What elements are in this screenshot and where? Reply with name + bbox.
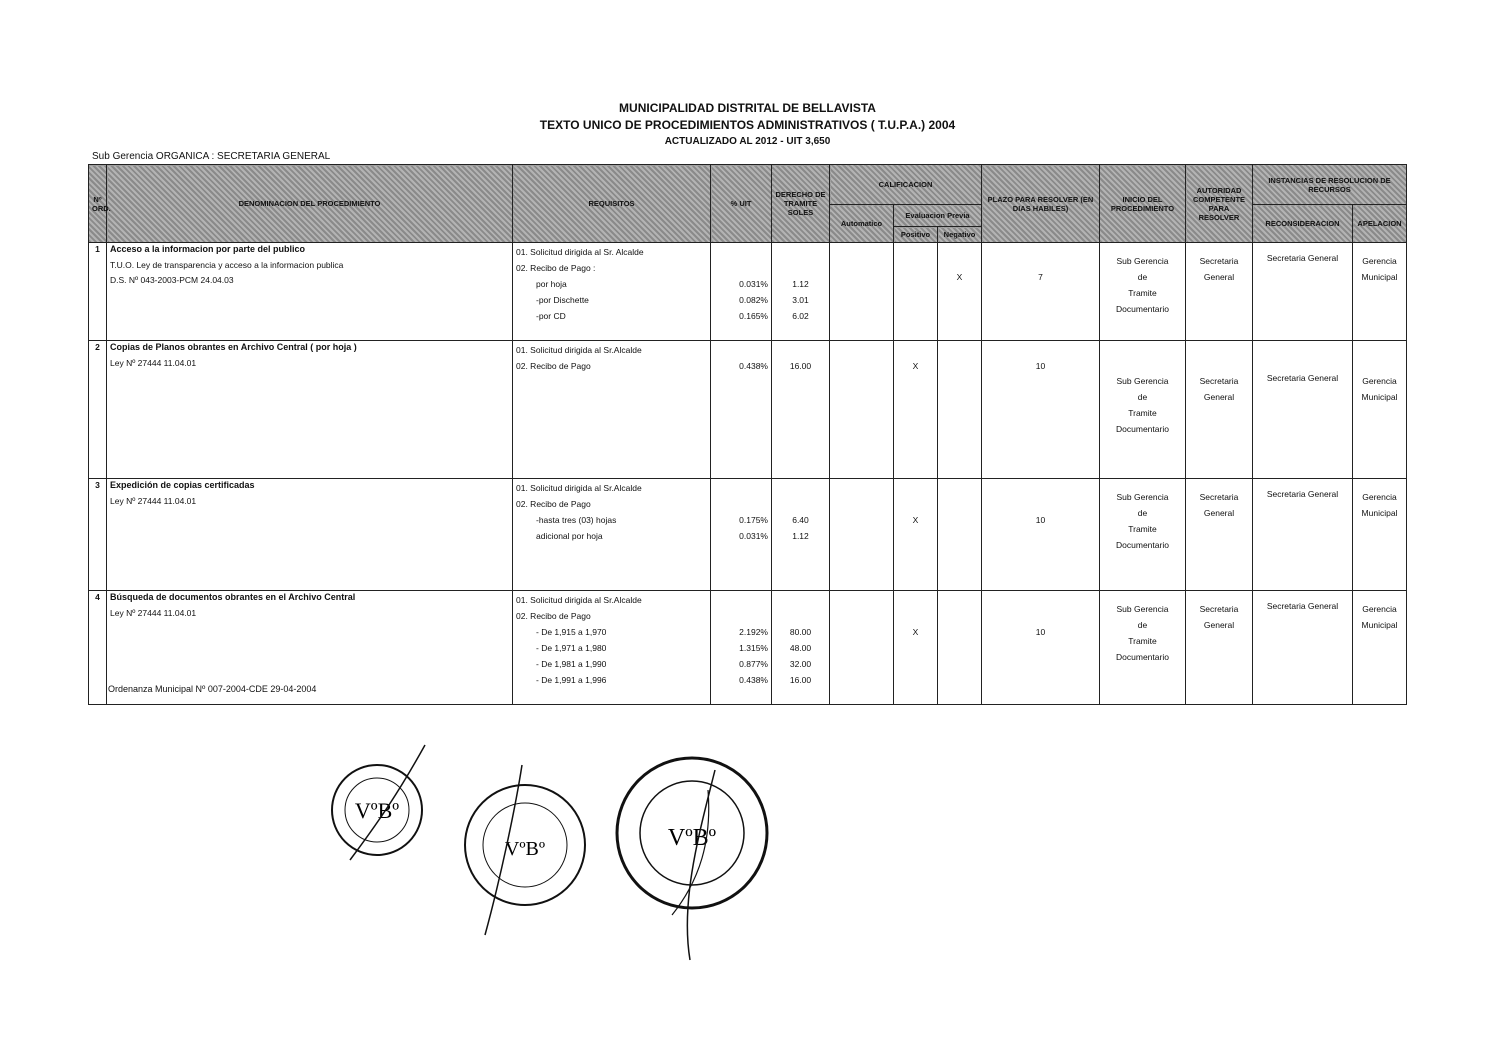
positivo-cell: X (894, 479, 938, 591)
soles-value: 6.02 (792, 311, 809, 321)
soles-value: 1.12 (792, 279, 809, 289)
autoridad-cell: Secretaria General (1186, 479, 1253, 591)
apelacion-cell: Gerencia Municipal (1353, 341, 1407, 479)
reconsideracion-cell: Secretaria General (1253, 479, 1353, 591)
reconsideracion-cell: Secretaria General (1253, 243, 1353, 341)
soles-value: 32.00 (789, 659, 812, 669)
header-calificacion: CALIFICACION (830, 165, 982, 205)
header-requisitos: REQUISITOS (513, 165, 711, 243)
header-derecho: DERECHO DE TRAMITE SOLES (772, 165, 830, 243)
subgerencia-label: Sub Gerencia ORGANICA : SECRETARIA GENERAL (92, 151, 331, 162)
stamp-asesoria-juridica (332, 745, 425, 860)
header-apelacion: APELACION (1353, 205, 1407, 243)
header-instancias: INSTANCIAS DE RESOLUCION DE RECURSOS (1253, 165, 1407, 205)
requirement: - De 1,915 a 1,970 (536, 627, 607, 637)
soles-value: 16.00 (789, 675, 812, 685)
requirement: - De 1,991 a 1,996 (536, 675, 607, 685)
pct-value: 0.082% (739, 295, 768, 305)
requirement: 01. Solicitud dirigida al Sr.Alcalde (516, 345, 642, 355)
pct-value: 0.165% (739, 311, 768, 321)
plazo-cell: 7 (982, 243, 1100, 341)
requirement: -por CD (536, 311, 566, 321)
stamp-planeamiento (465, 765, 585, 935)
requirement: 02. Recibo de Pago : (516, 263, 596, 273)
apelacion-cell: Gerencia Municipal (1353, 591, 1407, 705)
requirement: - De 1,981 a 1,990 (536, 659, 607, 669)
pct-value: 2.192% (739, 627, 768, 637)
ordenanza-note: Ordenanza Municipal Nº 007-2004-CDE 29-04-2004 (108, 684, 317, 694)
pct-value: 0.031% (739, 531, 768, 541)
row-number: 4 (89, 591, 107, 705)
header-inicio: INICIO DEL PROCEDIMIENTO (1100, 165, 1186, 243)
header-automatico: Automatico (830, 205, 894, 243)
soles-value: 6.40 (792, 515, 809, 525)
legal-basis: D.S. Nº 043-2003-PCM 24.04.03 (110, 275, 234, 285)
document-title: MUNICIPALIDAD DISTRITAL DE BELLAVISTA (619, 101, 876, 115)
apelacion-cell: Gerencia Municipal (1353, 479, 1407, 591)
autoridad-cell: Secretaria General (1186, 243, 1253, 341)
negativo-cell: X (938, 243, 982, 341)
plazo-cell: 10 (982, 479, 1100, 591)
document-update-line: ACTUALIZADO AL 2012 - UIT 3,650 (664, 136, 831, 147)
stamp-mark: VºBº (667, 825, 717, 851)
legal-basis: Ley Nº 27444 11.04.01 (110, 358, 197, 368)
autoridad-cell: Secretaria General (1186, 591, 1253, 705)
stamp-alcaldia (617, 758, 767, 960)
requirement: 01. Solicitud dirigida al Sr.Alcalde (516, 483, 642, 493)
pct-value: 0.877% (739, 659, 768, 669)
row-number: 2 (89, 341, 107, 479)
inicio-cell: Sub Gerencia de Tramite Documentario (1100, 243, 1186, 341)
soles-value: 80.00 (789, 627, 812, 637)
inicio-cell: Sub Gerencia de Tramite Documentario (1100, 479, 1186, 591)
autoridad-cell: Secretaria General (1186, 341, 1253, 479)
inicio-cell: Sub Gerencia de Tramite Documentario (1100, 591, 1186, 705)
row-number: 3 (89, 479, 107, 591)
header-evaluacion-previa: Evaluacion Previa (894, 205, 982, 227)
header-pct-uit: % UIT (711, 165, 772, 243)
pct-value: 1.315% (739, 643, 768, 653)
soles-value: 16.00 (789, 361, 812, 371)
requirement: 01. Solicitud dirigida al Sr.Alcalde (516, 595, 642, 605)
stamp-mark: VºBº (504, 838, 546, 860)
header-plazo: PLAZO PARA RESOLVER (EN DIAS HABILES) (982, 165, 1100, 243)
positivo-cell: X (894, 341, 938, 479)
requirement: -hasta tres (03) hojas (536, 515, 617, 525)
requirement: 02. Recibo de Pago (516, 611, 591, 621)
document-subtitle: TEXTO UNICO DE PROCEDIMIENTOS ADMINISTRATIVOS ( T.U.P.A.) 2004 (539, 118, 956, 132)
requirement: -por Dischette (536, 295, 589, 305)
apelacion-cell: Gerencia Municipal (1353, 243, 1407, 341)
requirement: - De 1,971 a 1,980 (536, 643, 607, 653)
pct-value: 0.031% (739, 279, 768, 289)
procedure-name: Búsqueda de documentos obrantes en el Archivo Central (110, 592, 356, 602)
header-autoridad: AUTORIDAD COMPETENTE PARA RESOLVER (1186, 165, 1253, 243)
pct-value: 0.175% (739, 515, 768, 525)
requirement: 02. Recibo de Pago (516, 361, 591, 371)
plazo-cell: 10 (982, 591, 1100, 705)
header-numero: Nº ORD. (89, 165, 107, 243)
plazo-cell: 10 (982, 341, 1100, 479)
legal-basis: Ley Nº 27444 11.04.01 (110, 608, 197, 618)
requirement: 01. Solicitud dirigida al Sr. Alcalde (516, 247, 644, 257)
requirement: 02. Recibo de Pago (516, 499, 591, 509)
soles-value: 48.00 (789, 643, 812, 653)
row-number: 1 (89, 243, 107, 341)
requirement: adicional por hoja (536, 531, 603, 541)
procedure-name: Copias de Planos obrantes en Archivo Central ( por hoja ) (110, 342, 357, 352)
pct-value: 0.438% (739, 361, 768, 371)
positivo-cell: X (894, 591, 938, 705)
procedure-name: Expedición de copias certificadas (110, 480, 255, 490)
soles-value: 3.01 (792, 295, 809, 305)
stamp-mark: VºBº (354, 798, 400, 823)
inicio-cell: Sub Gerencia de Tramite Documentario (1100, 341, 1186, 479)
header-denominacion: DENOMINACION DEL PROCEDIMIENTO (107, 165, 513, 243)
header-negativo: Negativo (938, 227, 982, 243)
header-positivo: Positivo (894, 227, 938, 243)
legal-basis: Ley Nº 27444 11.04.01 (110, 496, 197, 506)
legal-basis: T.U.O. Ley de transparencia y acceso a la informacion publica (110, 260, 344, 270)
soles-value: 1.12 (792, 531, 809, 541)
reconsideracion-cell: Secretaria General (1253, 341, 1353, 479)
reconsideracion-cell: Secretaria General (1253, 591, 1353, 705)
header-reconsideracion: RECONSIDERACION (1253, 205, 1353, 243)
pct-value: 0.438% (739, 675, 768, 685)
procedure-name: Acceso a la informacion por parte del publico (110, 244, 306, 254)
requirement: por hoja (536, 279, 567, 289)
